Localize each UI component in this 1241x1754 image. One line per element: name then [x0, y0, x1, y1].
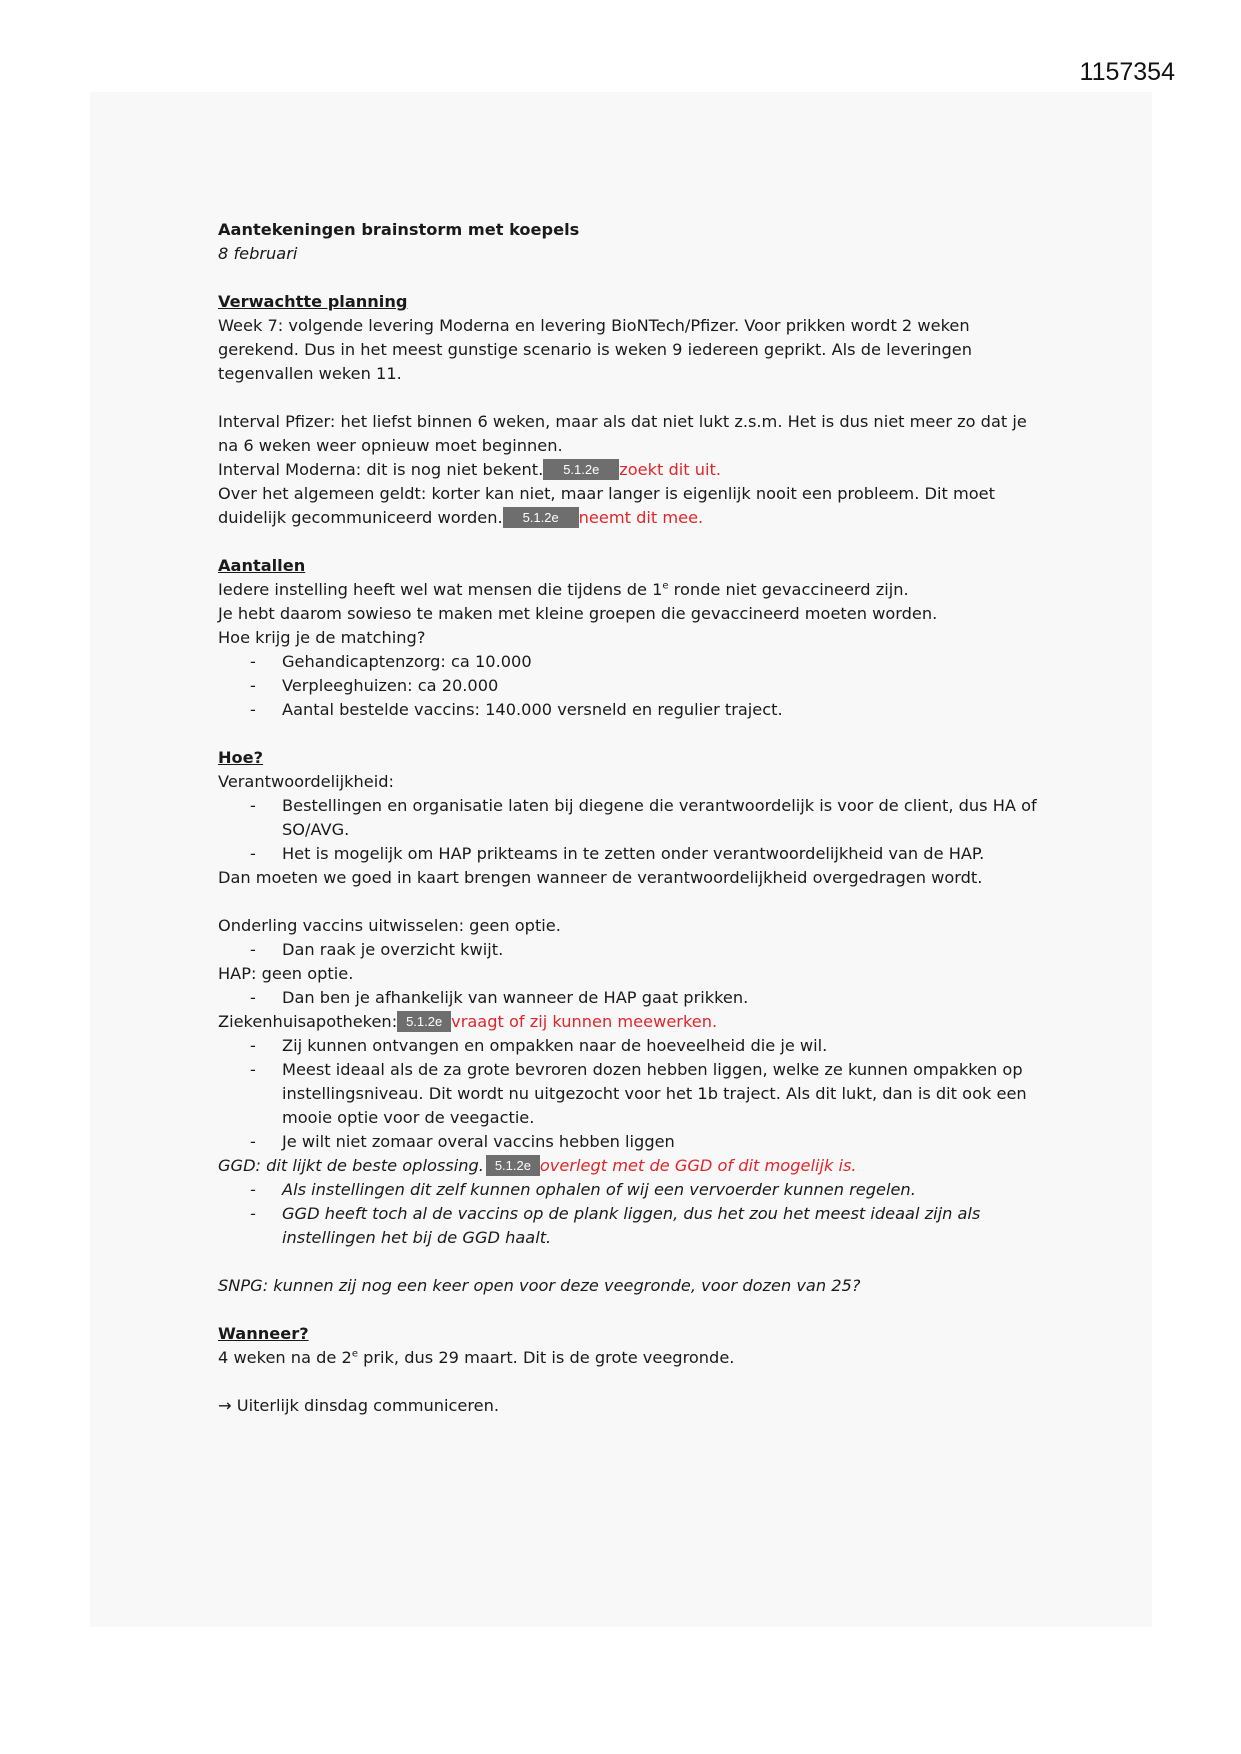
- list-item-text: Gehandicaptenzorg: ca 10.000: [282, 652, 532, 671]
- list-item: - Dan raak je overzicht kwijt.: [250, 940, 504, 959]
- paragraph-line: gerekend. Dus in het meest gunstige scenario is weken 9 iedereen geprikt. Als de leveringen: [218, 340, 973, 359]
- ziekenhuis-note: vraagt of zij kunnen meewerken.: [451, 1012, 718, 1031]
- document-date: 8 februari: [218, 244, 298, 263]
- list-item-text: Aantal bestelde vaccins: 140.000 versneld en regulier traject.: [282, 700, 783, 719]
- list-item-text: Bestellingen en organisatie laten bij diegene die verantwoordelijk is voor de client, dus HA of: [282, 796, 1037, 815]
- list-item-text: Je wilt niet zomaar overal vaccins hebben liggen: [282, 1132, 675, 1151]
- list-item-text: Dan ben je afhankelijk van wanneer de HAP gaat prikken.: [282, 988, 749, 1007]
- text-segment: prik, dus 29 maart. Dit is de grote veegronde.: [357, 1348, 735, 1367]
- paragraph-line: Interval Pfizer: het liefst binnen 6 weken, maar als dat niet lukt z.s.m. Het is dus niet meer zo dat je: [218, 412, 1027, 431]
- ziekenhuis-line: [218, 1010, 1048, 1034]
- section-heading-aantallen: Aantallen: [218, 556, 306, 575]
- final-line: [218, 1394, 1048, 1418]
- list-item: - Aantal bestelde vaccins: 140.000 versneld en regulier traject.: [250, 700, 783, 719]
- redaction-box: 5.1.2e: [397, 1011, 451, 1032]
- document-body: [218, 218, 1048, 1418]
- paragraph-line: Verantwoordelijkheid:: [218, 772, 394, 791]
- moderna-line: [218, 458, 1048, 482]
- list-item-text: Zij kunnen ontvangen en ompakken naar de hoeveelheid die je wil.: [282, 1036, 828, 1055]
- moderna-text: Interval Moderna: dit is nog niet bekent.: [218, 460, 544, 479]
- list-item-text: Meest ideaal als de za grote bevroren dozen hebben liggen, welke ze kunnen ompakken op: [282, 1060, 1023, 1079]
- paragraph-line: na 6 weken weer opnieuw moet beginnen.: [218, 436, 563, 455]
- list-item-continuation: SO/AVG.: [282, 820, 350, 839]
- final-text: Uiterlijk dinsdag communiceren.: [236, 1396, 500, 1415]
- redaction-box: 5.1.2e: [486, 1155, 540, 1176]
- list-item: - Je wilt niet zomaar overal vaccins hebben liggen: [250, 1132, 675, 1151]
- section-heading-hoe: Hoe?: [218, 748, 264, 767]
- ggd-line: [218, 1154, 1048, 1178]
- paragraph-line: Je hebt daarom sowieso te maken met kleine groepen die gevaccineerd moeten worden.: [218, 604, 938, 623]
- list-item-text: Het is mogelijk om HAP prikteams in te zetten onder verantwoordelijkheid van de HAP.: [282, 844, 985, 863]
- redaction-box: 5.1.2e: [503, 507, 579, 528]
- list-item: - Bestellingen en organisatie laten bij diegene die verantwoordelijk is voor de client, dus HA of: [250, 796, 1037, 815]
- aantallen-line-1: [218, 578, 1048, 602]
- list-item-continuation: mooie optie voor de veegactie.: [282, 1108, 535, 1127]
- list-item-text: Dan raak je overzicht kwijt.: [282, 940, 504, 959]
- list-item-continuation: instellingen het bij de GGD haalt.: [282, 1228, 552, 1247]
- paragraph-line: Week 7: volgende levering Moderna en levering BioNTech/Pfizer. Voor prikken wordt 2 weken: [218, 316, 970, 335]
- document-title: Aantekeningen brainstorm met koepels: [218, 220, 580, 239]
- superscript: e: [662, 580, 669, 592]
- communicated-note: neemt dit mee.: [578, 508, 704, 527]
- section-heading-wanneer: Wanneer?: [218, 1324, 309, 1343]
- ziekenhuis-text: Ziekenhuisapotheken:: [218, 1012, 398, 1031]
- list-item: - Gehandicaptenzorg: ca 10.000: [250, 652, 532, 671]
- paragraph-line: Onderling vaccins uitwisselen: geen optie.: [218, 916, 561, 935]
- snpg-line: SNPG: kunnen zij nog een keer open voor deze veegronde, voor dozen van 25?: [218, 1276, 861, 1295]
- list-item-text: GGD heeft toch al de vaccins op de plank liggen, dus het zou het meest ideaal zijn als: [282, 1204, 981, 1223]
- list-item: - Dan ben je afhankelijk van wanneer de HAP gaat prikken.: [250, 988, 749, 1007]
- superscript: e: [351, 1348, 358, 1360]
- text-segment: ronde niet gevaccineerd zijn.: [668, 580, 909, 599]
- moderna-note: zoekt dit uit.: [619, 460, 722, 479]
- list-item: - GGD heeft toch al de vaccins op de plank liggen, dus het zou het meest ideaal zijn als: [250, 1204, 981, 1223]
- list-item-text: Verpleeghuizen: ca 20.000: [282, 676, 499, 695]
- list-item-continuation: instellingsniveau. Dit wordt nu uitgezocht voor het 1b traject. Als dit lukt, dan is dit ook een: [282, 1084, 1027, 1103]
- section-heading-planning: Verwachtte planning: [218, 292, 408, 311]
- document-number: 1157354: [1079, 58, 1175, 86]
- wanneer-line: [218, 1346, 1048, 1370]
- arrow-icon: →: [218, 1396, 232, 1415]
- list-item-text: Als instellingen dit zelf kunnen ophalen of wij een vervoerder kunnen regelen.: [282, 1180, 916, 1199]
- text-segment: 4 weken na de 2: [218, 1348, 352, 1367]
- list-item: - Verpleeghuizen: ca 20.000: [250, 676, 499, 695]
- ggd-note: overlegt met de GGD of dit mogelijk is.: [539, 1156, 857, 1175]
- paragraph-line: Over het algemeen geldt: korter kan niet, maar langer is eigenlijk nooit een probleem. Dit moet: [218, 484, 995, 503]
- text-segment: Iedere instelling heeft wel wat mensen die tijdens de 1: [218, 580, 663, 599]
- paragraph-line: Hoe krijg je de matching?: [218, 628, 426, 647]
- redaction-box: 5.1.2e: [543, 459, 619, 480]
- list-item: - Zij kunnen ontvangen en ompakken naar de hoeveelheid die je wil.: [250, 1036, 828, 1055]
- list-item: - Het is mogelijk om HAP prikteams in te zetten onder verantwoordelijkheid van de HAP.: [250, 844, 985, 863]
- paragraph-line: Dan moeten we goed in kaart brengen wanneer de verantwoordelijkheid overgedragen wordt.: [218, 868, 983, 887]
- paragraph-line: HAP: geen optie.: [218, 964, 354, 983]
- list-item: - Meest ideaal als de za grote bevroren dozen hebben liggen, welke ze kunnen ompakken op: [250, 1060, 1023, 1079]
- paragraph-line: tegenvallen weken 11.: [218, 364, 402, 383]
- list-item: - Als instellingen dit zelf kunnen ophalen of wij een vervoerder kunnen regelen.: [250, 1180, 916, 1199]
- communicated-text: duidelijk gecommuniceerd worden.: [218, 508, 503, 527]
- ggd-text: GGD: dit lijkt de beste oplossing.: [218, 1156, 484, 1175]
- communicated-line: [218, 506, 1048, 530]
